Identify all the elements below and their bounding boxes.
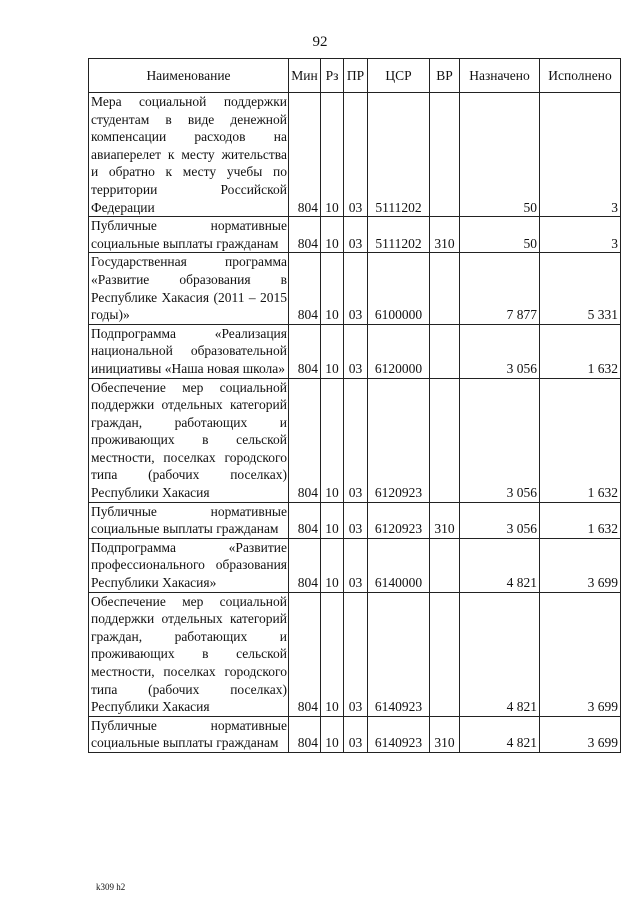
row-name: Подпрограмма «Реализация национальной образовательной инициативы «Наша новая школа» xyxy=(89,324,289,378)
row-min: 804 xyxy=(289,502,321,538)
row-executed: 1 632 xyxy=(540,378,621,502)
row-rz: 10 xyxy=(321,253,344,324)
row-csr: 6140923 xyxy=(368,592,430,716)
row-assigned: 50 xyxy=(460,217,540,253)
row-assigned: 4 821 xyxy=(460,592,540,716)
row-csr: 6120000 xyxy=(368,324,430,378)
table-row xyxy=(89,538,621,592)
row-min: 804 xyxy=(289,538,321,592)
header-assigned: Назначено xyxy=(460,59,540,93)
header-pr: ПР xyxy=(344,59,368,93)
row-pr: 03 xyxy=(344,324,368,378)
row-min: 804 xyxy=(289,378,321,502)
header-executed: Исполнено xyxy=(540,59,621,93)
row-vr xyxy=(430,592,460,716)
row-executed: 1 632 xyxy=(540,502,621,538)
row-min: 804 xyxy=(289,253,321,324)
table-row xyxy=(89,324,621,378)
header-min: Мин xyxy=(289,59,321,93)
row-pr: 03 xyxy=(344,716,368,752)
row-vr: 310 xyxy=(430,716,460,752)
row-csr: 6120923 xyxy=(368,378,430,502)
row-rz: 10 xyxy=(321,324,344,378)
row-csr: 6100000 xyxy=(368,253,430,324)
row-rz: 10 xyxy=(321,716,344,752)
row-rz: 10 xyxy=(321,378,344,502)
row-csr: 5111202 xyxy=(368,217,430,253)
row-name: Государственная программа «Развитие образования в Республике Хакасия (2011 – 2015 годы)» xyxy=(89,253,289,324)
row-csr: 6120923 xyxy=(368,502,430,538)
row-executed: 3 xyxy=(540,93,621,217)
table-row xyxy=(89,253,621,324)
page-number: 92 xyxy=(312,34,328,50)
row-pr: 03 xyxy=(344,538,368,592)
row-min: 804 xyxy=(289,324,321,378)
row-min: 804 xyxy=(289,592,321,716)
row-rz: 10 xyxy=(321,502,344,538)
header-name: Наименование xyxy=(89,59,289,93)
table-row xyxy=(89,378,621,502)
row-pr: 03 xyxy=(344,253,368,324)
row-assigned: 3 056 xyxy=(460,324,540,378)
row-pr: 03 xyxy=(344,592,368,716)
header-row xyxy=(89,59,621,93)
row-min: 804 xyxy=(289,716,321,752)
row-assigned: 4 821 xyxy=(460,716,540,752)
document-code: k309 h2 xyxy=(96,882,126,892)
row-assigned: 4 821 xyxy=(460,538,540,592)
row-vr xyxy=(430,378,460,502)
table-row xyxy=(89,217,621,253)
row-vr xyxy=(430,324,460,378)
row-name: Публичные нормативные социальные выплаты гражданам xyxy=(89,502,289,538)
row-name: Публичные нормативные социальные выплаты гражданам xyxy=(89,217,289,253)
row-vr xyxy=(430,93,460,217)
row-rz: 10 xyxy=(321,592,344,716)
row-vr xyxy=(430,253,460,324)
row-assigned: 50 xyxy=(460,93,540,217)
row-name: Мера социальной поддержки студентам в виде денежной компенсации расходов на авиаперелет к месту жительства и обратно к месту учебы по территории Российской Федерации xyxy=(89,93,289,217)
row-rz: 10 xyxy=(321,538,344,592)
header-csr: ЦСР xyxy=(368,59,430,93)
row-executed: 3 699 xyxy=(540,538,621,592)
row-pr: 03 xyxy=(344,378,368,502)
row-name: Подпрограмма «Развитие профессионального образования Республики Хакасия» xyxy=(89,538,289,592)
row-assigned: 3 056 xyxy=(460,378,540,502)
row-csr: 6140923 xyxy=(368,716,430,752)
row-rz: 10 xyxy=(321,217,344,253)
table-row xyxy=(89,716,621,752)
row-executed: 3 xyxy=(540,217,621,253)
row-assigned: 3 056 xyxy=(460,502,540,538)
row-vr: 310 xyxy=(430,217,460,253)
table-row xyxy=(89,502,621,538)
table-row xyxy=(89,592,621,716)
header-rz: Рз xyxy=(321,59,344,93)
row-name: Обеспечение мер социальной поддержки отдельных категорий граждан, работающих и проживающих в сельской местности, поселках городского типа (рабочих поселках) Республики Хакасия xyxy=(89,378,289,502)
budget-table xyxy=(88,58,621,753)
row-pr: 03 xyxy=(344,93,368,217)
row-min: 804 xyxy=(289,217,321,253)
row-min: 804 xyxy=(289,93,321,217)
header-vr: ВР xyxy=(430,59,460,93)
row-name: Обеспечение мер социальной поддержки отдельных категорий граждан, работающих и проживающих в сельской местности, поселках городского типа (рабочих поселках) Республики Хакасия xyxy=(89,592,289,716)
row-name: Публичные нормативные социальные выплаты гражданам xyxy=(89,716,289,752)
row-assigned: 7 877 xyxy=(460,253,540,324)
row-executed: 3 699 xyxy=(540,592,621,716)
row-executed: 5 331 xyxy=(540,253,621,324)
row-csr: 6140000 xyxy=(368,538,430,592)
row-rz: 10 xyxy=(321,93,344,217)
row-executed: 3 699 xyxy=(540,716,621,752)
table-row xyxy=(89,93,621,217)
row-pr: 03 xyxy=(344,217,368,253)
row-executed: 1 632 xyxy=(540,324,621,378)
row-vr: 310 xyxy=(430,502,460,538)
row-pr: 03 xyxy=(344,502,368,538)
row-csr: 5111202 xyxy=(368,93,430,217)
row-vr xyxy=(430,538,460,592)
